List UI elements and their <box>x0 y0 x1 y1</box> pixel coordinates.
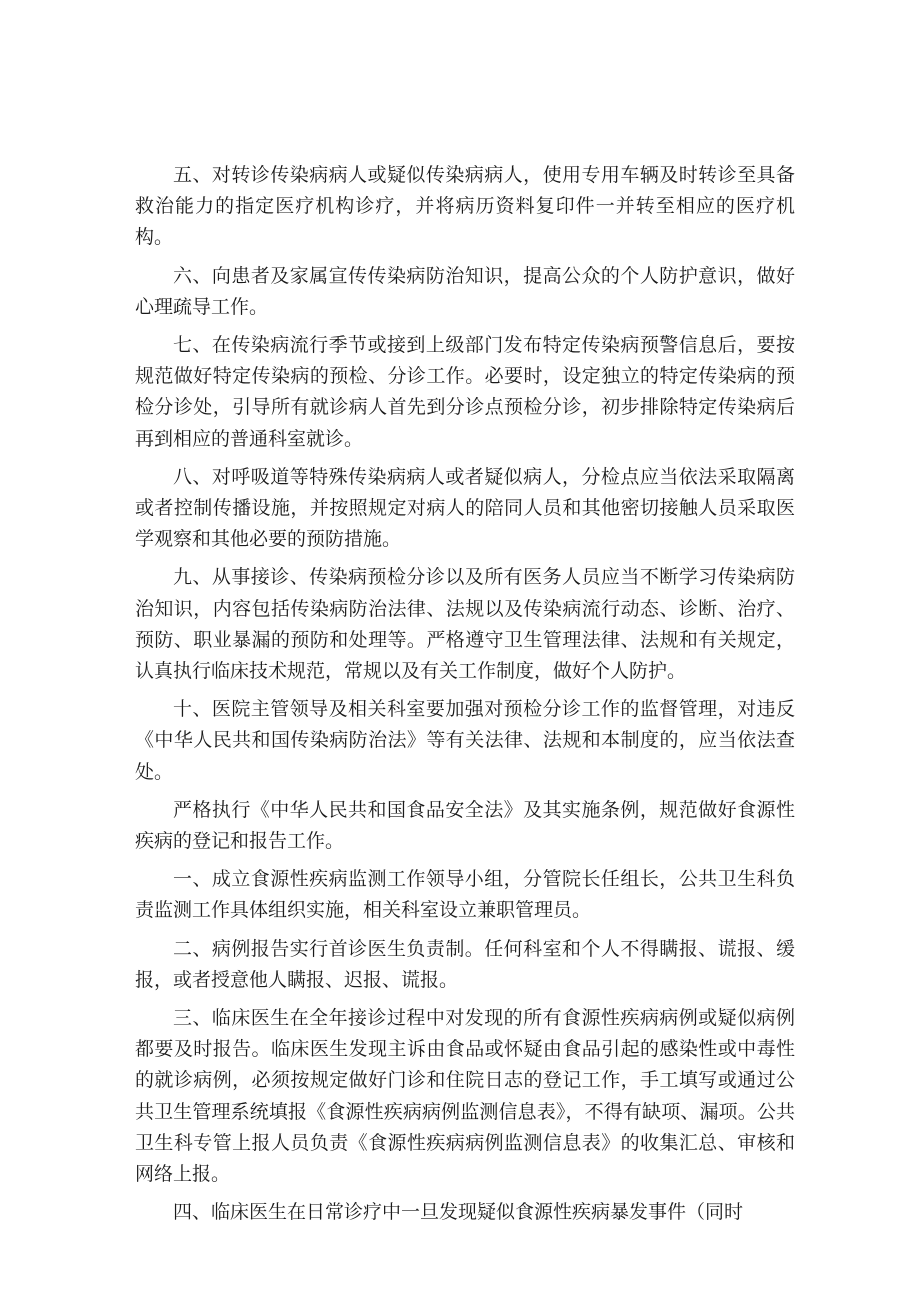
paragraph-food-item-4: 四、临床医生在日常诊疗中一旦发现疑似食源性疾病暴发事件（同时 <box>173 1201 744 1224</box>
paragraph-item-7-epidemic-season: 七、在传染病流行季节或接到上级部门发布特定传染病预警信息后，要按规范做好特定传染病的预检、分诊工作。必要时，设定独立的特定传染病的预检分诊处，引导所有就诊病人首先到分诊点预检分诊，初步排除特定传染病后再到相应的普通科室就诊。 <box>135 334 795 450</box>
paragraph-item-10-supervision: 十、医院主管领导及相关科室要加强对预检分诊工作的监督管理，对违反《中华人民共和国传染病防治法》等有关法律、法规和本制度的，应当依法查处。 <box>135 698 795 783</box>
paragraph-food-safety-intro: 严格执行《中华人民共和国食品安全法》及其实施条例，规范做好食源性疾病的登记和报告工作。 <box>135 798 795 853</box>
paragraph-food-item-3: 三、临床医生在全年接诊过程中对发现的所有食源性疾病病例或疑似病例都要及时报告。临床医生发现主诉由食品或怀疑由食品引起的感染性或中毒性的就诊病例，必须按规定做好门诊和住院日志的登记工作，手工填写或通过公共卫生管理系统填报《食源性疾病病例监测信息表》，不得有缺项、漏项。公共卫生科专管上报人员负责《食源性疾病病例监测信息表》的收集汇总、审核和网络上报。 <box>135 1007 795 1186</box>
document-page <box>135 160 795 1229</box>
paragraph-item-8-respiratory: 八、对呼吸道等特殊传染病病人或者疑似病人，分检点应当依法采取隔离或者控制传播设施，并按照规定对病人的陪同人员和其他密切接触人员采取医学观察和其他必要的预防措施。 <box>135 465 795 551</box>
paragraph-item-5-transfer: 五、对转诊传染病病人或疑似传染病病人，使用专用车辆及时转诊至具备救治能力的指定医疗机构诊疗，并将病历资料复印件一并转至相应的医疗机构。 <box>135 164 795 249</box>
paragraph-food-item-1: 一、成立食源性疾病监测工作领导小组，分管院长任组长，公共卫生科负责监测工作具体组织实施，相关科室设立兼职管理员。 <box>135 868 795 922</box>
paragraph-item-6-education: 六、向患者及家属宣传传染病防治知识，提高公众的个人防护意识，做好心理疏导工作。 <box>135 264 795 318</box>
paragraph-item-9-training: 九、从事接诊、传染病预检分诊以及所有医务人员应当不断学习传染病防治知识，内容包括传染病防治法律、法规以及传染病流行动态、诊断、治疗、预防、职业暴漏的预防和处理等。严格遵守卫生管理法律、法规和有关规定，认真执行临床技术规范，常规以及有关工作制度，做好个人防护。 <box>135 566 795 683</box>
paragraph-food-item-2: 二、病例报告实行首诊医生负责制。任何科室和个人不得瞒报、谎报、缓报，或者授意他人瞒报、迟报、谎报。 <box>135 937 795 991</box>
